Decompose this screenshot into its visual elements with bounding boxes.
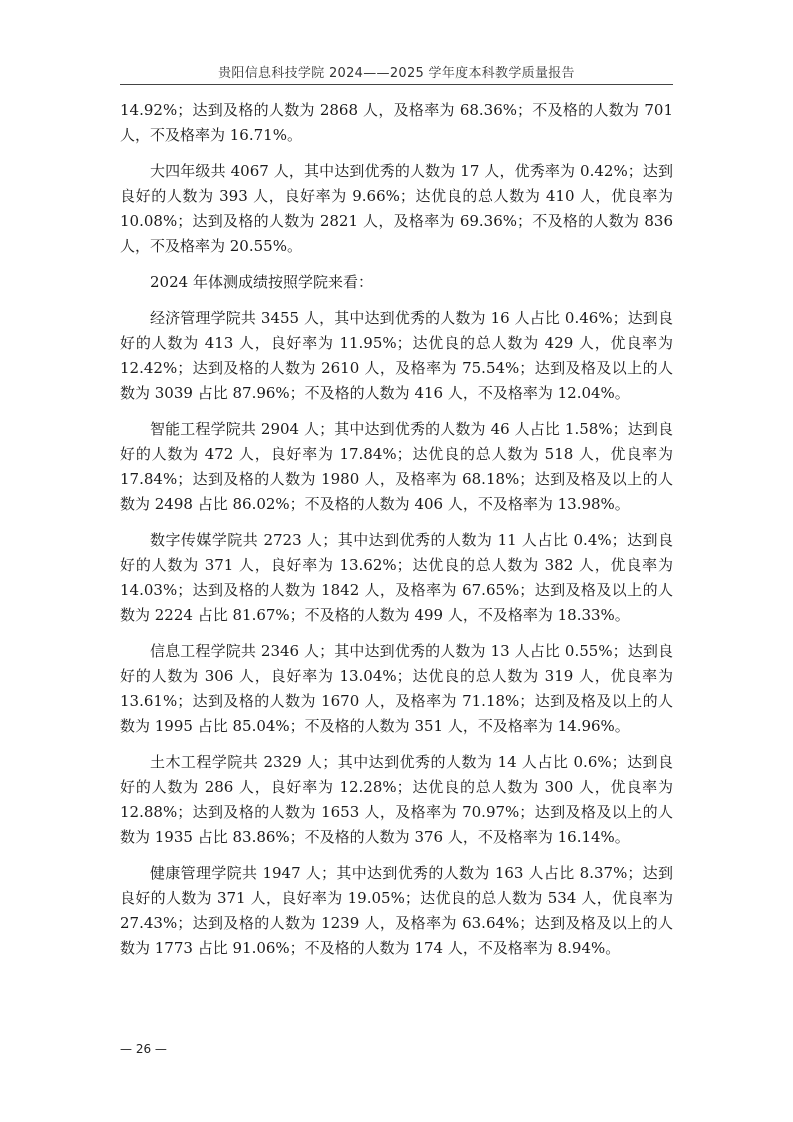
paragraph-continuation: 14.92%；达到及格的人数为 2868 人，及格率为 68.36%；不及格的人数为 701 人，不及格率为 16.71%。 — [120, 101, 673, 144]
paragraph-economics-management: 经济管理学院共 3455 人，其中达到优秀的人数为 16 人占比 0.46%；达到良好的人数为 413 人，良好率为 11.95%；达优良的总人数为 429 人，优良率为 12.42%；达到及格的人数为 2610 人，及格率为 75.54%；达到及格及以上的人数为 3039 占比 87.96%；不及格的人数为 416 人，不及格率为 12.04%。 — [120, 309, 673, 402]
paragraph-senior-grade: 大四年级共 4067 人，其中达到优秀的人数为 17 人，优秀率为 0.42%；达到良好的人数为 393 人，良好率为 9.66%；达优良的总人数为 410 人，优良率为 10.08%；达到及格的人数为 2821 人，及格率为 69.36%；不及格的人数为 836 人，不及格率为 20.55%。 — [120, 162, 673, 255]
paragraph-civil-engineering: 土木工程学院共 2329 人；其中达到优秀的人数为 14 人占比 0.6%；达到良好的人数为 286 人，良好率为 12.28%；达优良的总人数为 300 人，优良率为 12.88%；达到及格的人数为 1653 人，及格率为 70.97%；达到及格及以上的人数为 1935 占比 83.86%；不及格的人数为 376 人，不及格率为 16.14%。 — [120, 753, 673, 846]
paragraph-digital-media: 数字传媒学院共 2723 人；其中达到优秀的人数为 11 人占比 0.4%；达到良好的人数为 371 人，良好率为 13.62%；达优良的总人数为 382 人，优良率为 14.03%；达到及格的人数为 1842 人，及格率为 67.65%；达到及格及以上的人数为 2224 占比 81.67%；不及格的人数为 499 人，不及格率为 18.33%。 — [120, 531, 673, 624]
page-header: 贵阳信息科技学院 2024——2025 学年度本科教学质量报告 — [218, 66, 575, 81]
header-divider — [120, 84, 673, 85]
page-number: — 26 — — [120, 1042, 167, 1056]
paragraph-information-engineering: 信息工程学院共 2346 人；其中达到优秀的人数为 13 人占比 0.55%；达到良好的人数为 306 人，良好率为 13.04%；达优良的总人数为 319 人，优良率为 13.61%；达到及格的人数为 1670 人，及格率为 71.18%；达到及格及以上的人数为 1995 占比 85.04%；不及格的人数为 351 人，不及格率为 14.96%。 — [120, 642, 673, 735]
document-body — [120, 98, 673, 972]
paragraph-college-intro: 2024 年体测成绩按照学院来看： — [150, 273, 373, 291]
paragraph-intelligent-engineering: 智能工程学院共 2904 人；其中达到优秀的人数为 46 人占比 1.58%；达到良好的人数为 472 人，良好率为 17.84%；达优良的总人数为 518 人，优良率为 17.84%；达到及格的人数为 1980 人，及格率为 68.18%；达到及格及以上的人数为 2498 占比 86.02%；不及格的人数为 406 人，不及格率为 13.98%。 — [120, 420, 673, 513]
paragraph-health-management: 健康管理学院共 1947 人；其中达到优秀的人数为 163 人占比 8.37%；达到良好的人数为 371 人，良好率为 19.05%；达优良的总人数为 534 人，优良率为 27.43%；达到及格的人数为 1239 人，及格率为 63.64%；达到及格及以上的人数为 1773 占比 91.06%；不及格的人数为 174 人，不及格率为 8.94%。 — [120, 864, 673, 957]
